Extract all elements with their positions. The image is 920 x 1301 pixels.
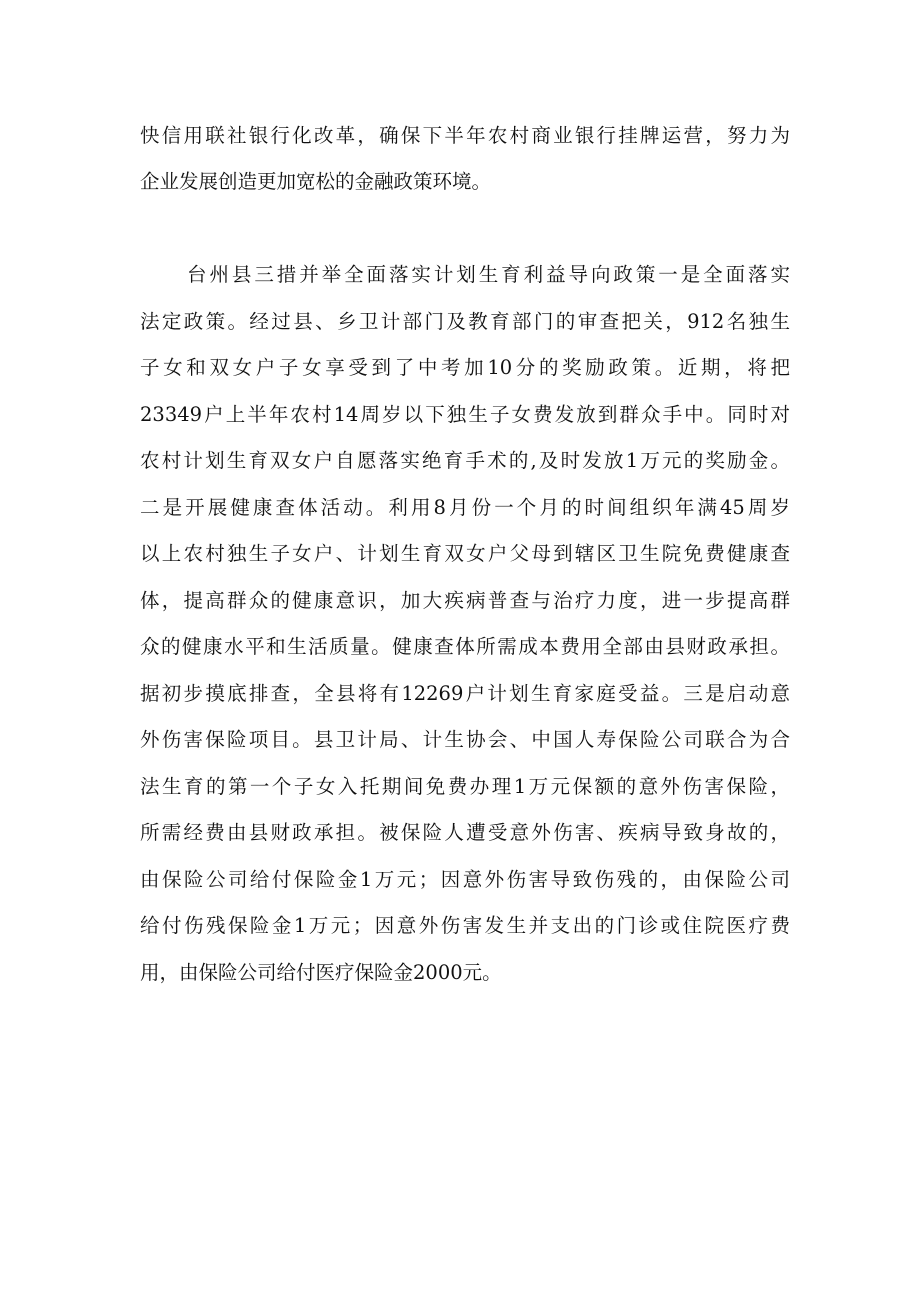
paragraph-2-line-5: 农村计划生育双女户自愿落实绝育手术的,及时发放1万元的奖励金。	[140, 449, 790, 472]
paragraph-2-line-10: 据初步摸底排查，全县将有12269户计划生育家庭受益。三是启动意	[140, 682, 790, 705]
paragraph-2-line-11: 外伤害保险项目。县卫计局、计生协会、中国人寿保险公司联合为合	[140, 728, 790, 751]
paragraph-2-line-4: 23349户上半年农村14周岁以下独生子女费发放到群众手中。同时对	[140, 403, 790, 426]
paragraph-2-line-7: 以上农村独生子女户、计划生育双女户父母到辖区卫生院免费健康查	[140, 542, 790, 565]
paragraph-2-line-1: 台州县三措并举全面落实计划生育利益导向政策一是全面落实	[187, 263, 790, 286]
paragraph-2-line-3: 子女和双女户子女享受到了中考加10分的奖励政策。近期，将把	[140, 356, 790, 379]
paragraph-1-line-1: 快信用联社银行化改革，确保下半年农村商业银行挂牌运营，努力为	[140, 124, 790, 147]
paragraph-2-line-16: 用，由保险公司给付医疗保险金2000元。	[140, 961, 502, 984]
paragraph-2-line-14: 由保险公司给付保险金1万元；因意外伤害导致伤残的，由保险公司	[140, 868, 790, 891]
paragraph-1-line-2: 企业发展创造更加宽松的金融政策环境。	[140, 170, 492, 193]
paragraph-2-line-2: 法定政策。经过县、乡卫计部门及教育部门的审查把关，912名独生	[140, 310, 790, 333]
paragraph-2-line-12: 法生育的第一个子女入托期间免费办理1万元保额的意外伤害保险，	[140, 775, 790, 798]
paragraph-2-line-6: 二是开展健康查体活动。利用8月份一个月的时间组织年满45周岁	[140, 496, 790, 519]
paragraph-2-line-13: 所需经费由县财政承担。被保险人遭受意外伤害、疾病导致身故的，	[140, 821, 790, 844]
paragraph-2-line-8: 体，提高群众的健康意识，加大疾病普查与治疗力度，进一步提高群	[140, 589, 790, 612]
paragraph-2-line-9: 众的健康水平和生活质量。健康查体所需成本费用全部由县财政承担。	[140, 635, 790, 658]
paragraph-2-line-15: 给付伤残保险金1万元；因意外伤害发生并支出的门诊或住院医疗费	[140, 914, 790, 937]
